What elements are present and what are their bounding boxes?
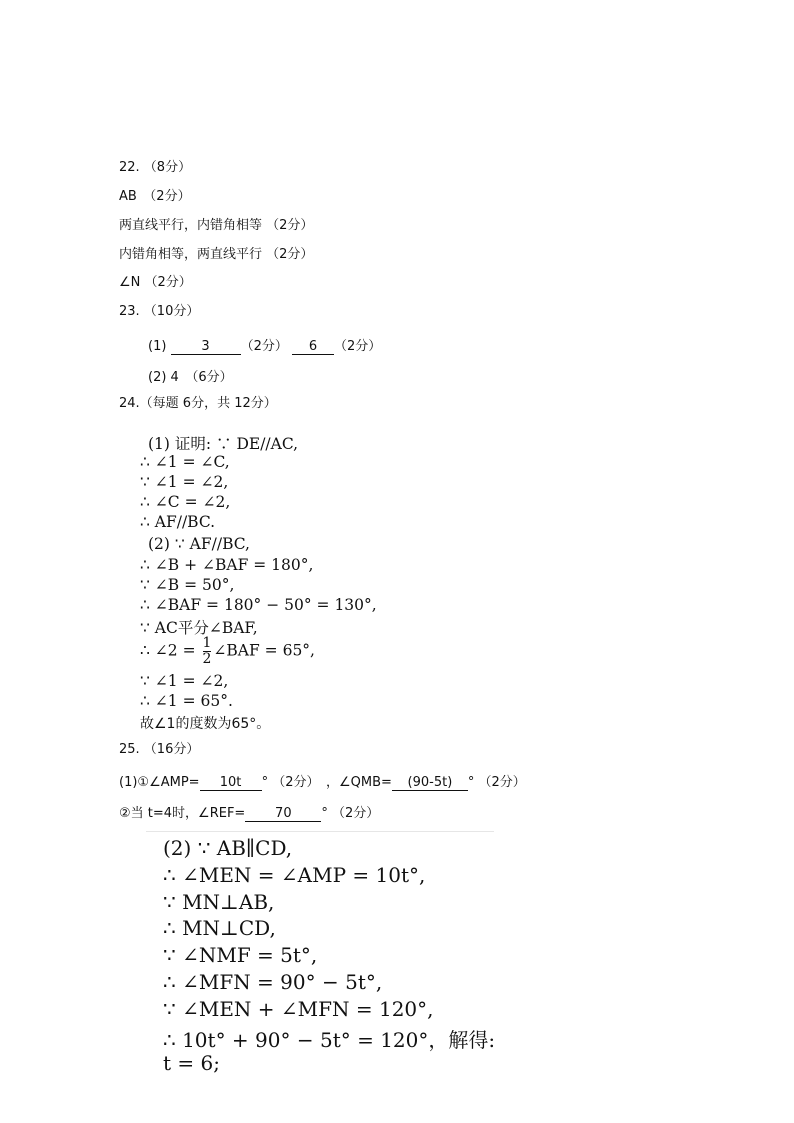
q24-line-5: ∴ AF//BC. — [140, 513, 216, 531]
q22-answer-2: 两直线平行，内错角相等 （2分） — [119, 218, 314, 233]
q25-part2-line-6: ∴ ∠MFN = 90° − 5t°, — [163, 970, 383, 994]
q25-part2-line-7: ∵ ∠MEN + ∠MFN = 120°, — [163, 997, 434, 1021]
one-half-fraction — [203, 636, 212, 667]
q22-answer-4: ∠N （2分） — [119, 275, 192, 290]
section-divider — [146, 831, 494, 832]
q25-part2-line-1: (2) ∵ AB∥CD, — [163, 836, 293, 860]
q25-qmb-suffix: ° （2分） — [467, 775, 526, 790]
q24-line-6: (2) ∵ AF//BC, — [148, 535, 250, 553]
q23-blank-1: 3 — [171, 339, 241, 355]
q24-line-7: ∴ ∠B + ∠BAF = 180°, — [140, 556, 314, 574]
q24-line-9: ∴ ∠BAF = 180° − 50° = 130°, — [140, 596, 377, 614]
q24-line-8: ∵ ∠B = 50°, — [140, 576, 235, 594]
q24-line-13: ∴ ∠1 = 65°. — [140, 692, 233, 710]
q24-line-10: ∵ AC平分∠BAF, — [140, 619, 258, 637]
q23-score-1: （2分） — [240, 339, 288, 354]
q23-part2: (2) 4 （6分） — [148, 370, 233, 385]
q23-blank-2: 6 — [292, 339, 334, 355]
q25-amp-mid: ° （2分） ，∠QMB= — [261, 775, 392, 790]
q24-line-4: ∴ ∠C = ∠2, — [140, 493, 231, 511]
q23-header: 23. （10分） — [119, 304, 200, 319]
q23-part1 — [148, 335, 381, 355]
q24-conclusion: 故∠1的度数为65°。 — [140, 716, 271, 732]
q25-amp-blank: 10t — [200, 775, 262, 791]
q23-score-2: （2分） — [333, 339, 382, 354]
q25-ref-prefix: ②当 t=4时，∠REF= — [119, 806, 246, 821]
q25-amp-prefix: (1)①∠AMP= — [119, 775, 200, 790]
q24-half-line — [140, 636, 315, 667]
q25-part1-line2 — [119, 802, 379, 822]
fraction-numerator: 1 — [202, 635, 212, 651]
q22-answer-3: 内错角相等，两直线平行 （2分） — [119, 247, 314, 262]
q25-part2-line-8: ∴ 10t° + 90° − 5t° = 120°，解得: — [163, 1028, 496, 1052]
q25-ref-suffix: ° （2分） — [321, 806, 380, 821]
q24-header: 24.（每题 6分，共 12分） — [119, 396, 277, 411]
q24-line-3: ∵ ∠1 = ∠2, — [140, 473, 229, 491]
q25-part2-line-9: t = 6; — [163, 1051, 220, 1075]
q25-part2-line-2: ∴ ∠MEN = ∠AMP = 10t°, — [163, 863, 426, 887]
q25-part2-line-3: ∵ MN⊥AB, — [163, 890, 275, 914]
q25-part2-line-4: ∴ MN⊥CD, — [163, 916, 276, 940]
q22-answer-1: AB （2分） — [119, 189, 191, 204]
q25-qmb-blank: (90-5t) — [392, 775, 468, 791]
q24-half-suffix: ∠BAF = 65°, — [213, 641, 315, 660]
q25-header: 25. （16分） — [119, 742, 200, 757]
fraction-denominator: 2 — [202, 651, 212, 667]
q24-line-2: ∴ ∠1 = ∠C, — [140, 453, 230, 471]
q24-half-prefix: ∴ ∠2 = — [140, 641, 196, 660]
q24-line-12: ∵ ∠1 = ∠2, — [140, 672, 229, 690]
q25-part2-line-5: ∵ ∠NMF = 5t°, — [163, 943, 318, 967]
q25-part1-line1 — [119, 771, 526, 791]
q24-line-1: (1) 证明: ∵ DE//AC, — [148, 435, 299, 453]
q25-ref-blank: 70 — [245, 806, 321, 822]
q22-header: 22. （8分） — [119, 160, 192, 175]
q23-part1-label: (1) — [148, 339, 167, 354]
